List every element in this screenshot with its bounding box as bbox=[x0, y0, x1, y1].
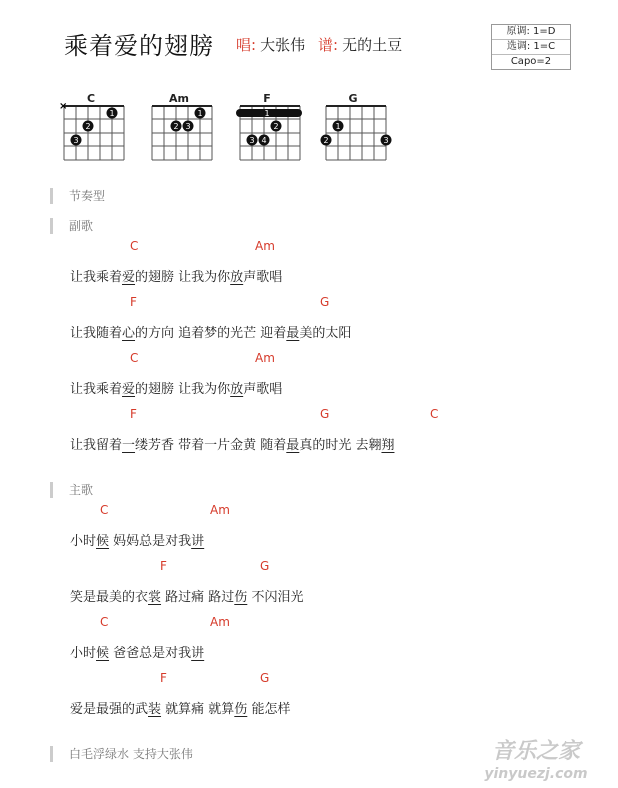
lyric-text: 放 bbox=[230, 382, 244, 397]
lyric-text: 不闪泪光 bbox=[247, 590, 304, 605]
chord-row bbox=[0, 295, 330, 309]
chord-grid bbox=[320, 106, 389, 162]
chord-label: F bbox=[130, 295, 137, 309]
chord-label: F bbox=[160, 671, 167, 685]
chord-label: F bbox=[160, 559, 167, 573]
svg-text:4: 4 bbox=[261, 136, 267, 145]
svg-text:3: 3 bbox=[249, 136, 255, 145]
lyric-text: 放 bbox=[230, 270, 244, 285]
section-rhythm: 节奏型 bbox=[50, 188, 105, 204]
capo-info: Capo=2 bbox=[510, 56, 552, 67]
lyric-text: 翔 bbox=[381, 438, 395, 453]
footer-note: 白毛浮绿水 支持大张伟 bbox=[50, 746, 193, 762]
lyric-text: 的翅膀 让我为你 bbox=[135, 382, 231, 397]
svg-text:3: 3 bbox=[73, 136, 79, 145]
svg-text:yinyuezj.com: yinyuezj.com bbox=[484, 766, 588, 782]
lyric-text: 爸爸总是对我 bbox=[109, 646, 192, 661]
chord-row bbox=[0, 503, 230, 517]
lyric-text: 裳 bbox=[148, 590, 162, 605]
key-info-box bbox=[491, 24, 571, 70]
chord-label: C bbox=[100, 615, 109, 629]
chosen-key: 选调: 1=C bbox=[492, 40, 570, 55]
lyric-text: 让我乘着 bbox=[70, 382, 123, 397]
arranger-meta bbox=[318, 34, 402, 55]
svg-text:3: 3 bbox=[383, 136, 389, 145]
svg-text:音乐之家: 音乐之家 bbox=[491, 739, 581, 764]
chord-name: G bbox=[348, 92, 358, 105]
lyric-line bbox=[70, 586, 303, 605]
lyric-text: 候 bbox=[96, 534, 110, 549]
lyric-text: 讲 bbox=[191, 534, 205, 549]
chord-row bbox=[0, 351, 275, 365]
lyric-text: 妈妈总是对我 bbox=[109, 534, 192, 549]
chord-label: C bbox=[100, 503, 109, 517]
chord-name: Am bbox=[169, 92, 189, 105]
chord-diagram-g bbox=[320, 92, 389, 162]
chord-diagram-c bbox=[58, 92, 124, 162]
lyric-text: 的翅膀 让我为你 bbox=[135, 270, 231, 285]
lyric-text: 伤 bbox=[234, 590, 248, 605]
lyric-text: 一 bbox=[122, 438, 136, 453]
lyric-text: 讲 bbox=[191, 646, 205, 661]
chord-grid bbox=[146, 106, 212, 162]
chord-grid bbox=[58, 101, 124, 162]
chord-label: C bbox=[430, 407, 439, 421]
svg-text:×: × bbox=[59, 101, 68, 112]
chord-label: G bbox=[320, 295, 330, 309]
lyric-line bbox=[70, 266, 282, 285]
chord-label: Am bbox=[255, 239, 275, 253]
lyric-text: 让我留着 bbox=[70, 438, 123, 453]
lyric-text: 真的时光 去翱 bbox=[299, 438, 382, 453]
lyric-text: 小时 bbox=[70, 534, 97, 549]
site-watermark bbox=[466, 734, 606, 784]
lyric-text: 最 bbox=[286, 438, 300, 453]
svg-text:1: 1 bbox=[197, 109, 203, 118]
lyric-text: 路过痛 路过 bbox=[161, 590, 235, 605]
chord-row bbox=[0, 615, 230, 629]
lyric-text: 就算痛 就算 bbox=[161, 702, 235, 717]
chord-row bbox=[0, 671, 270, 685]
song-title: 乘着爱的翅膀 bbox=[64, 32, 214, 60]
section-chorus: 副歌 bbox=[50, 218, 93, 234]
chord-label: C bbox=[130, 351, 139, 365]
chord-name: F bbox=[263, 92, 271, 105]
lyric-text: 装 bbox=[148, 702, 162, 717]
chord-row bbox=[0, 407, 439, 421]
lyric-text: 小时 bbox=[70, 646, 97, 661]
lyric-text: 能怎样 bbox=[247, 702, 291, 717]
chord-label: G bbox=[260, 559, 270, 573]
chord-label: Am bbox=[255, 351, 275, 365]
lyric-line bbox=[70, 642, 204, 661]
lyric-text: 最 bbox=[286, 326, 300, 341]
lyric-line bbox=[70, 434, 394, 453]
lyric-text: 爱是最强的武 bbox=[70, 702, 149, 717]
lyric-text: 美的太阳 bbox=[299, 326, 352, 341]
arranger-key: 谱: bbox=[318, 36, 339, 54]
lyric-text: 爱 bbox=[122, 270, 136, 285]
chord-label: F bbox=[130, 407, 137, 421]
chord-name: C bbox=[86, 92, 96, 105]
chord-row bbox=[0, 239, 275, 253]
lyric-line bbox=[70, 530, 204, 549]
lyric-line bbox=[70, 378, 282, 397]
svg-text:2: 2 bbox=[173, 122, 179, 131]
svg-text:1: 1 bbox=[335, 122, 341, 131]
lyric-text: 声歌唱 bbox=[243, 382, 283, 397]
chord-label: G bbox=[260, 671, 270, 685]
chord-label: C bbox=[130, 239, 139, 253]
svg-text:1: 1 bbox=[109, 109, 115, 118]
svg-text:2: 2 bbox=[85, 122, 91, 131]
svg-text:2: 2 bbox=[323, 136, 329, 145]
svg-text:1: 1 bbox=[264, 109, 270, 118]
chord-grid bbox=[234, 106, 300, 162]
chord-diagram-am bbox=[146, 92, 212, 162]
original-key: 原调: 1=D bbox=[492, 25, 570, 40]
chord-row bbox=[0, 559, 270, 573]
watermark-logo-icon bbox=[466, 734, 606, 784]
arranger-name: 无的土豆 bbox=[342, 36, 403, 54]
chord-label: G bbox=[320, 407, 330, 421]
lyric-line bbox=[70, 698, 290, 717]
lyric-text: 心 bbox=[122, 326, 136, 341]
chord-label: Am bbox=[210, 503, 230, 517]
singer-meta bbox=[236, 34, 305, 55]
section-verse: 主歌 bbox=[50, 482, 93, 498]
lyric-line bbox=[70, 322, 351, 341]
lyric-text: 爱 bbox=[122, 382, 136, 397]
lyric-text: 让我随着 bbox=[70, 326, 123, 341]
lyric-text: 伤 bbox=[234, 702, 248, 717]
singer-key: 唱: bbox=[236, 36, 257, 54]
svg-text:3: 3 bbox=[185, 122, 191, 131]
lyric-text: 候 bbox=[96, 646, 110, 661]
chord-label: Am bbox=[210, 615, 230, 629]
lyric-text: 声歌唱 bbox=[243, 270, 283, 285]
lyric-text: 让我乘着 bbox=[70, 270, 123, 285]
singer-name: 大张伟 bbox=[260, 36, 306, 54]
lyric-text: 缕芳香 带着一片金黄 随着 bbox=[135, 438, 287, 453]
chord-diagram-f bbox=[234, 92, 300, 162]
lyric-text: 的方向 追着梦的光芒 迎着 bbox=[135, 326, 287, 341]
lyric-text: 笑是最美的衣 bbox=[70, 590, 149, 605]
svg-text:2: 2 bbox=[273, 122, 279, 131]
